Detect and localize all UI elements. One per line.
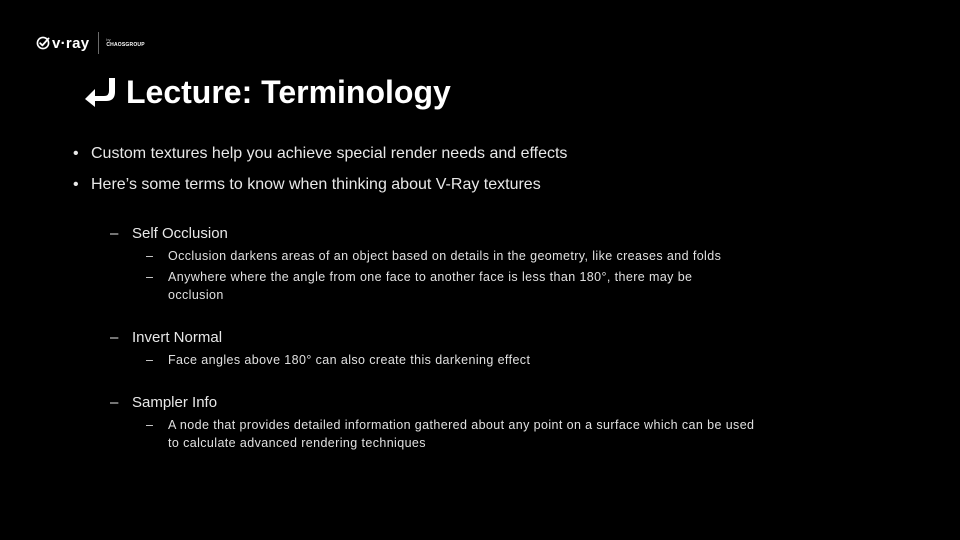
- term-marker: –: [110, 329, 119, 346]
- bullet-marker: •: [73, 145, 79, 162]
- term-name: Invert Normal: [132, 329, 223, 346]
- vray-brand-text: v·ray: [52, 34, 90, 52]
- term-name: Self Occlusion: [132, 225, 228, 242]
- vray-logo: [36, 35, 89, 52]
- detail-marker: –: [146, 249, 154, 263]
- detail-marker: –: [146, 353, 154, 367]
- detail-text: Occlusion darkens areas of an object based on details in the geometry, like creases and folds: [168, 249, 722, 263]
- term-sampler-info: [110, 394, 217, 411]
- slide-title-row: [83, 74, 451, 111]
- detail-text: A node that provides detailed information gathered about any point on a surface which can be used to calculate advanced rendering techniques: [168, 418, 755, 450]
- bullet-text: Custom textures help you achieve special render needs and effects: [91, 145, 568, 162]
- bullet-marker: •: [73, 176, 79, 193]
- term-name: Sampler Info: [132, 394, 218, 411]
- detail-marker: –: [146, 418, 154, 432]
- detail-text: Face angles above 180° can also create this darkening effect: [168, 353, 531, 367]
- vray-chaos-logo: [36, 32, 145, 54]
- term-self-occlusion: [110, 225, 228, 242]
- bullet-item: [73, 145, 567, 163]
- detail-text: Anywhere where the angle from one face to another face is less than 180°, there may be occlusion: [168, 270, 693, 302]
- chaosgroup-text: CHAOSGROUP: [106, 42, 145, 48]
- term-detail: [146, 351, 786, 369]
- term-detail: [146, 268, 746, 304]
- vray-check-icon: [36, 36, 50, 50]
- chaosgroup-logo: [106, 38, 144, 48]
- page-title: Lecture: Terminology: [126, 74, 451, 110]
- detail-marker: –: [146, 270, 154, 284]
- term-marker: –: [110, 225, 119, 242]
- term-detail: [146, 416, 766, 452]
- term-marker: –: [110, 394, 119, 411]
- logo-divider: [98, 32, 99, 54]
- logo-by-text: by: [106, 37, 111, 42]
- term-detail: [146, 247, 786, 265]
- bullet-item: [73, 176, 541, 194]
- bullet-text: Here’s some terms to know when thinking about V-Ray textures: [91, 176, 541, 193]
- term-invert-normal: [110, 329, 222, 346]
- down-left-arrow-icon: [83, 76, 117, 110]
